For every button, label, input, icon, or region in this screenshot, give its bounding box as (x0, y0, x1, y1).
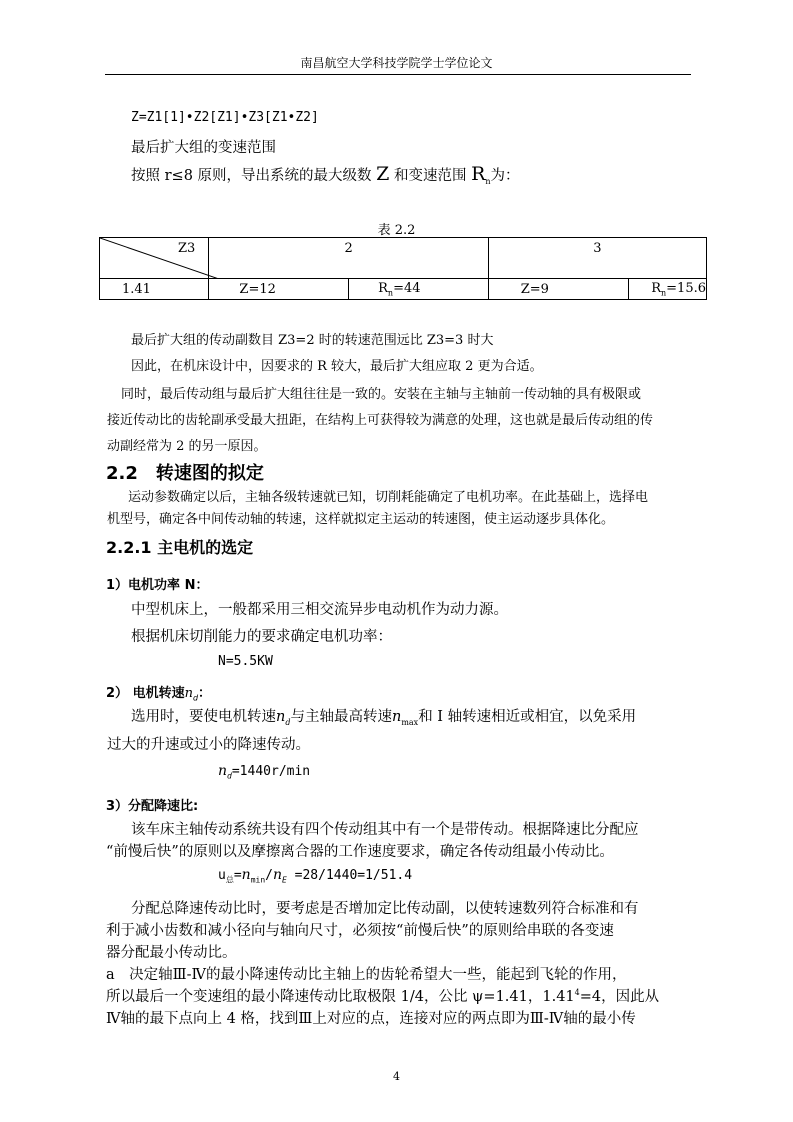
item-3-line-1: 该车床主轴传动系统共设有四个传动组其中有一个是带传动。根据降速比分配应 (131, 822, 639, 838)
item-3-para-line-1: 分配总降速传动比时，要考虑是否增加定比传动副，以使转速数列符合标准和有 (131, 901, 639, 917)
section-2-2-1-title: 2.2.1 主电机的选定 (106, 538, 254, 557)
item-a-l2-sup: 4 (574, 988, 580, 998)
item-2-sub: d (192, 693, 199, 703)
item-2-line-1 (131, 705, 636, 727)
item-a-l2-a: 所以最后一个变速组的最小降速传动比取极限 1/4，公比 ψ=1.41，1.41 (106, 989, 575, 1005)
table-cell-r3 (629, 279, 707, 300)
section-2-2-line-2: 机型号，确定各中间传动轴的转速，这样就拟定主运动的转速图，使主运动逐步具体化。 (107, 512, 615, 527)
formula-u (218, 867, 412, 886)
item-2-l1-nd: n (276, 709, 286, 725)
formula-tail: =28/1440=1/51.4 (286, 868, 413, 883)
formula-u-sub: 总 (225, 875, 234, 885)
rule-and: 和变速范围 (393, 168, 467, 184)
item-2-l1-nmax: n (391, 709, 402, 725)
paragraph-3-line-2: 接近传动比的齿轮副承受最大扭距，在结构上可获得较为满意的处理，这也就是最后传动组的传 (107, 413, 654, 428)
item-2-var: n (184, 686, 193, 701)
formula-n-e: n (272, 867, 282, 883)
r2-prefix: R (378, 280, 388, 296)
item-2-colon: ： (198, 686, 212, 701)
item-2-value-var: n (218, 763, 228, 779)
item-2-l1-c: 和 I 轴转速相近或相宜，以免采用 (418, 709, 637, 725)
r3-sub: n (661, 288, 667, 298)
rule-z: Z (376, 163, 390, 185)
item-2-title-text: 2） 电机转速 (106, 686, 185, 701)
table-cell-ratio: 1.41 (100, 279, 209, 300)
item-2-value-text: =1440r/min (231, 764, 311, 779)
item-2-line-2: 过大的升速或过小的降速传动。 (107, 737, 310, 753)
formula-n-min: n (241, 867, 251, 883)
table-diag-header (100, 238, 209, 279)
table-col-3-header: 3 (488, 238, 706, 279)
running-header: 南昌航空大学科技学院学士学位论文 (300, 56, 493, 70)
table-2-2 (99, 237, 707, 300)
item-2-value (218, 763, 310, 781)
table-cell-z2: Z=12 (209, 279, 349, 300)
rule-suffix: 为： (490, 168, 520, 184)
formula-ne-sub: E (282, 875, 287, 885)
item-2-title (106, 682, 211, 703)
page-number: 4 (393, 1070, 400, 1083)
paragraph-3-line-1: 同时，最后传动组与最后扩大组往往是一致的。安装在主轴与主轴前一传动轴的具有极限或 (121, 387, 642, 402)
paragraph-3-line-3: 动副经常为 2 的另一原因。 (107, 439, 267, 454)
r2-sub: n (387, 288, 394, 298)
r2-value: =44 (393, 280, 421, 296)
item-2-l1-b: 与主轴最高转速 (290, 709, 392, 725)
item-a-line-2 (106, 985, 659, 1006)
item-a-line-3: Ⅳ轴的最下点向上 4 格，找到Ⅲ上对应的点，连接对应的两点即为Ⅲ-Ⅳ轴的最小传 (106, 1011, 636, 1027)
table-caption: 表 2.2 (377, 223, 416, 238)
table-col-2-header: 2 (209, 238, 488, 279)
line-last-group-range: 最后扩大组的变速范围 (131, 140, 276, 156)
formula-nmin-sub: min (250, 875, 266, 885)
diagonal-line (100, 238, 219, 279)
header-rule (105, 74, 691, 75)
formula-eq: = (233, 868, 242, 883)
section-2-2-line-1: 运动参数确定以后，主轴各级转速就已知，切削耗能确定了电机功率。在此基础上，选择电 (128, 490, 649, 505)
item-1-line-2: 根据机床切削能力的要求确定电机功率： (131, 629, 392, 645)
item-3-para-line-3: 器分配最小传动比。 (106, 945, 237, 961)
item-2-l1-nmax-sub: max (401, 717, 419, 727)
item-a-l2-b: =4，因此从 (579, 989, 660, 1005)
r3-value: =15.6 (666, 280, 706, 296)
paragraph-1: 最后扩大组的传动副数目 Z3=2 时的转速范围远比 Z3=3 时大 (131, 333, 494, 348)
item-3-line-2: “前慢后快”的原则以及摩擦离合器的工作速度要求，确定各传动组最小传动比。 (106, 844, 614, 860)
line-rule (131, 163, 520, 186)
formula-z: Z=Z1[1]•Z2[Z1]•Z3[Z1•Z2] (131, 110, 319, 125)
item-3-para-line-2: 利于减小齿数和减小径向与轴向尺寸，必须按“前慢后快”的原则给串联的各变速 (106, 923, 614, 939)
formula-slash: / (265, 868, 273, 883)
r3-prefix: R (651, 280, 661, 296)
item-a-line-1: a 决定轴Ⅲ-Ⅳ的最小降速传动比主轴上的齿轮希望大一些，能起到飞轮的作用， (106, 967, 627, 983)
item-1-value: N=5.5KW (218, 654, 273, 669)
paragraph-2: 因此，在机床设计中，因要求的 R 较大，最后扩大组应取 2 更为合适。 (131, 359, 543, 374)
rule-r-sub: n (485, 176, 491, 186)
diag-label: Z3 (178, 241, 196, 256)
item-2-l1-nd-sub: d (285, 717, 291, 727)
table-cell-r2 (349, 279, 489, 300)
rule-r: R (471, 163, 486, 185)
section-2-2-title: 2.2 转速图的拟定 (106, 463, 264, 484)
formula-u-var: u (218, 868, 226, 883)
item-1-title: 1）电机功率 N： (106, 578, 209, 593)
rule-prefix: 按照 r≤8 原则，导出系统的最大级数 (131, 168, 372, 184)
item-2-value-sub: d (227, 771, 232, 781)
item-2-l1-a: 选用时，要使电机转速 (131, 709, 276, 725)
table-cell-z3: Z=9 (488, 279, 628, 300)
item-1-line-1: 中型机床上，一般都采用三相交流异步电动机作为动力源。 (131, 602, 508, 618)
item-3-title: 3）分配降速比: (106, 799, 199, 814)
